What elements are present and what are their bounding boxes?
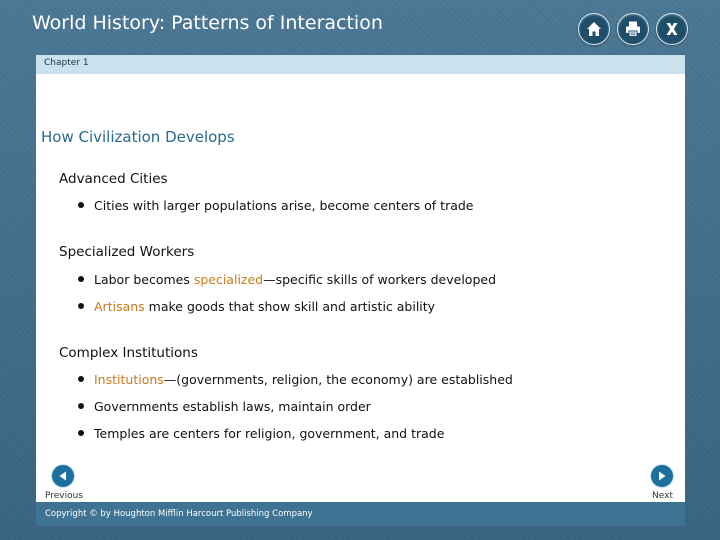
arrow-left-icon	[57, 470, 69, 482]
chapter-bar	[36, 55, 685, 74]
bullet-text-post: —(governments, religion, the economy) are established	[163, 372, 513, 387]
bullet-dot	[78, 430, 84, 436]
print-button[interactable]	[617, 13, 649, 45]
bullet-item	[78, 426, 444, 441]
bullet-item	[78, 372, 513, 387]
home-button[interactable]	[578, 13, 610, 45]
footer-bar	[36, 502, 685, 526]
bullet-dot	[78, 276, 84, 282]
next-button[interactable]	[650, 464, 674, 488]
bullet-item	[78, 198, 474, 213]
bullet-text-pre: Labor becomes	[94, 272, 194, 287]
top-toolbar	[578, 13, 688, 45]
bullet-dot	[78, 303, 84, 309]
key-term-artisans: Artisans	[94, 299, 145, 314]
bullet-dot	[78, 202, 84, 208]
next-label[interactable]: Next	[652, 491, 673, 501]
app-title: World History: Patterns of Interaction	[32, 12, 383, 34]
section-heading-complex-institutions: Complex Institutions	[59, 345, 198, 361]
slide-content	[36, 74, 685, 502]
bullet-dot	[78, 403, 84, 409]
key-term-specialized: specialized	[193, 272, 264, 287]
section-heading-advanced-cities: Advanced Cities	[59, 171, 168, 187]
key-term-institutions: Institutions	[94, 372, 164, 387]
bullet-item	[78, 399, 371, 414]
printer-icon	[623, 19, 643, 39]
bullet-item	[78, 272, 496, 287]
arrow-right-icon	[656, 470, 668, 482]
close-x-icon	[662, 19, 682, 39]
bullet-text-post: make goods that show skill and artistic ability	[144, 299, 436, 314]
bullet-text: Governments establish laws, maintain order	[94, 399, 371, 414]
bullet-item	[78, 299, 435, 314]
bullet-text: Cities with larger populations arise, become centers of trade	[94, 198, 474, 213]
bullet-text: Temples are centers for religion, government, and trade	[94, 426, 445, 441]
chapter-label: Chapter 1	[44, 58, 89, 68]
previous-button[interactable]	[51, 464, 75, 488]
bullet-text-post: —specific skills of workers developed	[263, 272, 497, 287]
home-icon	[584, 19, 604, 39]
slide-title: How Civilization Develops	[41, 128, 235, 146]
section-heading-specialized-workers: Specialized Workers	[59, 244, 195, 260]
previous-label[interactable]: Previous	[45, 491, 84, 501]
copyright-text: Copyright © by Houghton Mifflin Harcourt Publishing Company	[45, 509, 313, 519]
bullet-dot	[78, 376, 84, 382]
close-button[interactable]	[656, 13, 688, 45]
